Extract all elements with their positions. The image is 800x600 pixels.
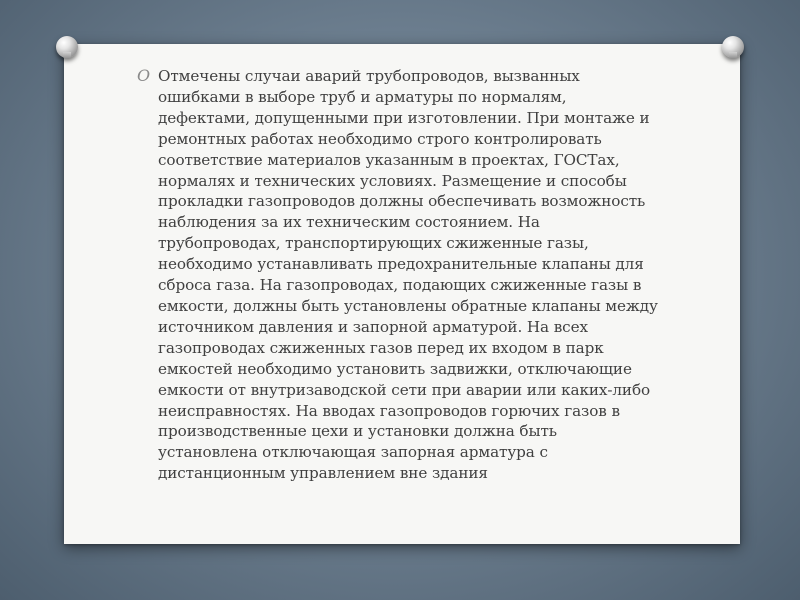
text-line: дефектами, допущенными при изготовлении. При монтаже и — [158, 108, 650, 127]
text-line: газопроводах сжиженных газов перед их входом в парк — [158, 338, 604, 357]
pushpin-left-icon — [56, 36, 78, 58]
pushpin-right-icon — [722, 36, 744, 58]
text-line: сброса газа. На газопроводах, подающих сжиженные газы в — [158, 276, 642, 295]
text-line: емкости, должны быть установлены обратные клапаны между — [158, 296, 658, 315]
bullet-marker: O — [137, 66, 151, 85]
text-line: нормалях и технических условиях. Размещение и способы — [158, 171, 627, 190]
text-line: источником давления и запорной арматурой. На всех — [158, 317, 588, 336]
text-line: трубопроводах, транспортирующих сжиженные газы, — [158, 234, 589, 253]
slide-body-text — [158, 66, 683, 484]
text-line: Отмечены случаи аварий трубопроводов, вызванных — [158, 67, 580, 85]
text-line: необходимо устанавливать предохранительные клапаны для — [158, 255, 644, 274]
text-line: прокладки газопроводов должны обеспечивать возможность — [158, 192, 646, 211]
text-line: емкостей необходимо установить задвижки, отключающие — [158, 359, 632, 378]
text-line: наблюдения за их техническим состоянием. На — [158, 213, 540, 232]
text-line: неисправностях. На вводах газопроводов горючих газов в — [158, 401, 620, 420]
text-line: емкости от внутризаводской сети при аварии или каких-либо — [158, 380, 651, 399]
text-line: установлена отключающая запорная арматура с — [158, 443, 548, 462]
text-line: производственные цехи и установки должна быть — [158, 422, 557, 441]
text-line: соответствие материалов указанным в проектах, ГОСТах, — [158, 150, 620, 169]
text-line: ошибками в выборе труб и арматуры по нормалям, — [158, 87, 567, 106]
text-line: ремонтных работах необходимо строго контролировать — [158, 129, 602, 148]
text-line: дистанционным управлением вне здания — [158, 464, 488, 483]
